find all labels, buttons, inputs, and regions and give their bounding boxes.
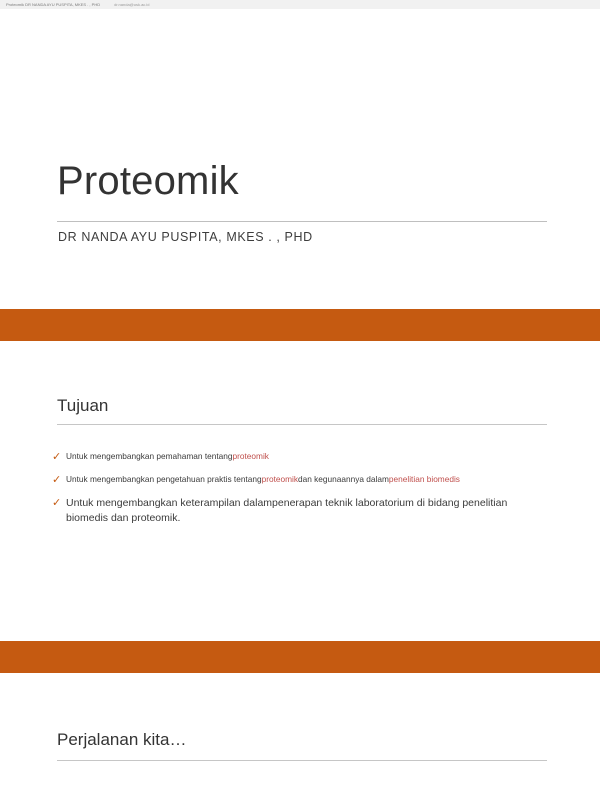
check-icon: ✓ (52, 451, 62, 463)
page-title: Proteomik (57, 159, 239, 203)
check-icon: ✓ (52, 497, 62, 509)
title-divider (57, 221, 547, 222)
objectives-heading: Tujuan (57, 396, 109, 415)
plain-text: dan kegunaannya dalam (298, 474, 389, 484)
highlighted-term: proteomik (232, 451, 269, 461)
browser-url-text: dr.nanda@usk.ac.id (114, 2, 150, 7)
list-item (52, 450, 522, 464)
objectives-divider (57, 424, 547, 425)
browser-title-text: Proteomik DR NANDA AYU PUSPITA, MKES . , PHD (6, 2, 101, 7)
list-item (52, 473, 522, 487)
author-subtitle: DR NANDA AYU PUSPITA, MKES . , PHD (58, 230, 313, 244)
list-item-text (66, 473, 460, 486)
plain-text: Untuk mengembangkan keterampilan dalam (66, 497, 273, 509)
list-item (52, 496, 522, 526)
highlighted-term: proteomik (261, 474, 299, 484)
list-item-text (66, 450, 269, 463)
accent-band-2 (0, 641, 600, 673)
journey-divider (57, 760, 547, 761)
accent-band-1 (0, 309, 600, 341)
highlighted-term: penelitian biomedis (388, 474, 460, 484)
check-icon: ✓ (52, 474, 62, 486)
plain-text: Untuk mengembangkan pemahaman tentang (66, 451, 233, 461)
slide-title (0, 9, 600, 309)
objectives-list (52, 450, 522, 535)
plain-text: Untuk mengembangkan pengetahuan praktis tentang (66, 474, 262, 484)
plain-text: penerapan teknik laboratorium di bidang penelitian biomedis dan proteomik. (66, 497, 508, 524)
journey-heading: Perjalanan kita… (57, 730, 187, 749)
list-item-text (66, 496, 522, 526)
